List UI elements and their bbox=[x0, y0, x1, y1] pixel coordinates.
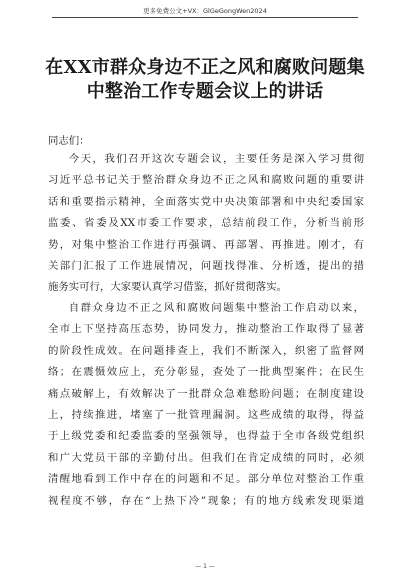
paragraph-2 bbox=[48, 298, 364, 512]
paragraph-line: 上，持续推进，堵塞了一批管理漏洞。这些成绩的取得，得益 bbox=[48, 409, 364, 422]
paragraph-line: 习近平总书记关于整治群众身边不正之风和腐败问题的重要讲 bbox=[48, 174, 364, 187]
paragraph-line: 话和重要指示精神，全面落实党中央决策部署和中央纪委国家 bbox=[48, 195, 364, 208]
paragraph-line: 于上级党委和纪委监委的坚强领导，也得益于全市各级党组织 bbox=[48, 430, 364, 443]
paragraph-line: 和广大党员干部的辛勤付出。但我们在肯定成绩的同时，必须 bbox=[48, 451, 364, 464]
paragraph-line: 全市上下坚持高压态势，协同发力，推动整治工作取得了显著 bbox=[48, 323, 364, 336]
paragraph-line: 监委、省委及XX市委工作要求，总结前段工作，分析当前形 bbox=[48, 217, 364, 230]
header-note: 更多免费公文+VX：GlGeGongWen2024 bbox=[143, 7, 267, 15]
paragraph-line: 关部门汇报了工作进展情况，问题找得准、分析透，提出的措 bbox=[48, 260, 364, 273]
paragraph-line: 的阶段性成效。在问题排查上，我们不断深入，织密了监督网 bbox=[48, 344, 364, 357]
header-divider bbox=[52, 17, 358, 18]
paragraph-line: 视程度不够，存在“上热下冷”现象；有的地方线索发现渠道 bbox=[48, 494, 364, 507]
paragraph-line: 势，对集中整治工作进行再强调、再部署、再推进。刚才，有 bbox=[48, 238, 364, 251]
paragraph-line: 今天，我们召开这次专题会议，主要任务是深入学习贯彻 bbox=[68, 153, 364, 165]
paragraph-line: 络；在震慑效应上，充分彰显，查处了一批典型案件；在民生 bbox=[48, 366, 364, 379]
paragraph-line: 自群众身边不正之风和腐败问题集中整治工作启动以来， bbox=[68, 302, 364, 314]
page-number: — 1 — bbox=[195, 563, 215, 570]
title-line: 在XX市群众身边不正之风和腐败问题集 bbox=[45, 57, 365, 78]
title-line: 中整治工作专题会议上的讲话 bbox=[86, 81, 324, 102]
greeting: 同志们： bbox=[48, 135, 90, 147]
paragraph-line: 清醒地看到工作中存在的问题和不足。部分单位对整治工作重 bbox=[48, 473, 364, 486]
paragraph-1 bbox=[48, 149, 364, 299]
paragraph-line: 痛点破解上，有效解决了一批群众急难愁盼问题；在制度建设 bbox=[48, 387, 364, 400]
paragraph-line: 施务实可行，大家要认真学习借鉴，抓好贯彻落实。 bbox=[48, 281, 287, 294]
document-title bbox=[40, 56, 370, 104]
